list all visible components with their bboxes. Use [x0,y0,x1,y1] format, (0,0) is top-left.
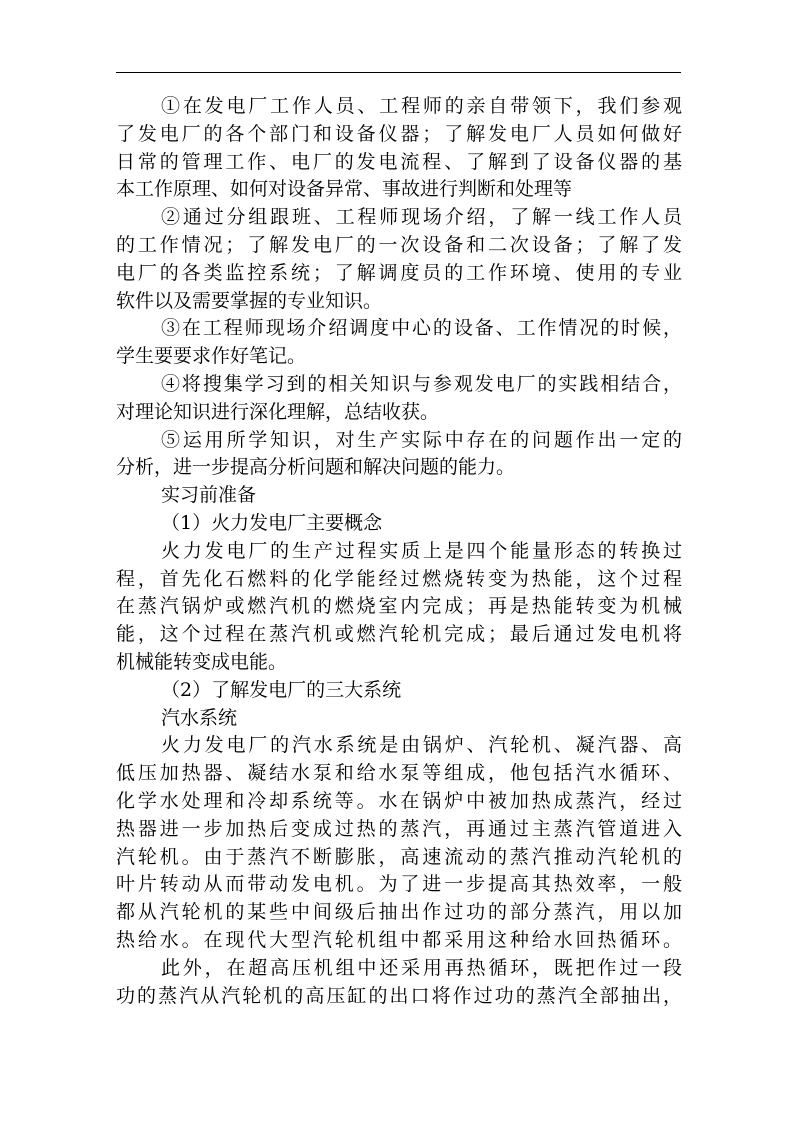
text-line: 实习前准备 [161,484,257,507]
text-line: 火力发电厂的生产过程实质上是四个能量形态的转换过 [161,539,682,562]
text-line: （1）火力发电厂主要概念 [161,511,383,534]
text-line: ③在工程师现场介绍调度中心的设备、工作情况的时候， [161,317,682,340]
text-line: 本工作原理、如何对设备异常、事故进行判断和处理等 [116,178,573,201]
text-line: 功的蒸汽从汽轮机的高压缸的出口将作过功的蒸汽全部抽出， [116,984,682,1007]
text-line: 叶片转动从而带动发电机。为了进一步提高其热效率，一般 [116,873,682,896]
header-rule [116,72,681,73]
text-line: 此外，在超高压机组中还采用再热循环，既把作过一段 [161,956,682,979]
text-line: ④将搜集学习到的相关知识与参观发电厂的实践相结合， [161,372,682,395]
text-line: 电厂的各类监控系统；了解调度员的工作环境、使用的专业 [116,261,682,284]
text-line: ①在发电厂工作人员、工程师的亲自带领下，我们参观 [161,95,682,117]
text-line: 低压加热器、凝结水泵和给水泵等组成，他包括汽水循环、 [116,762,682,785]
text-line: 能，这个过程在蒸汽机或燃汽轮机完成；最后通过发电机将 [116,623,682,646]
text-line: 都从汽轮机的某些中间级后抽出作过功的部分蒸汽，用以加 [116,901,682,924]
text-line: 热给水。在现代大型汽轮机组中都采用这种给水回热循环。 [116,928,682,951]
text-line: （2）了解发电厂的三大系统 [161,678,402,701]
text-line: 机械能转变成电能。 [116,650,288,673]
text-line: 日常的管理工作、电厂的发电流程、了解到了设备仪器的基 [116,150,682,173]
text-line: 在蒸汽锅炉或燃汽机的燃烧室内完成；再是热能转变为机械 [116,595,682,618]
text-line: 了发电厂的各个部门和设备仪器；了解发电厂人员如何做好 [116,122,682,145]
text-line: 对理论知识进行深化理解，总结收获。 [116,400,440,423]
text-line: 软件以及需要掌握的专业知识。 [116,289,383,312]
text-line: ⑤运用所学知识，对生产实际中存在的问题作出一定的 [161,428,682,451]
text-line: 火力发电厂的汽水系统是由锅炉、汽轮机、凝汽器、高 [161,734,682,757]
text-line: 汽水系统 [161,706,238,729]
document-body [116,93,682,1010]
text-line: 学生要要求作好笔记。 [116,345,307,368]
text-line: ②通过分组跟班、工程师现场介绍，了解一线工作人员 [161,206,682,229]
text-line: 分析，进一步提高分析问题和解决问题的能力。 [116,456,516,479]
text-line: 热器进一步加热后变成过热的蒸汽，再通过主蒸汽管道进入 [116,817,682,840]
text-line: 程，首先化石燃料的化学能经过燃烧转变为热能，这个过程 [116,567,682,590]
text-line: 汽轮机。由于蒸汽不断膨胀，高速流动的蒸汽推动汽轮机的 [116,845,682,868]
text-line: 化学水处理和冷却系统等。水在锅炉中被加热成蒸汽，经过 [116,789,682,812]
text-line: 的工作情况；了解发电厂的一次设备和二次设备；了解了发 [116,233,682,256]
